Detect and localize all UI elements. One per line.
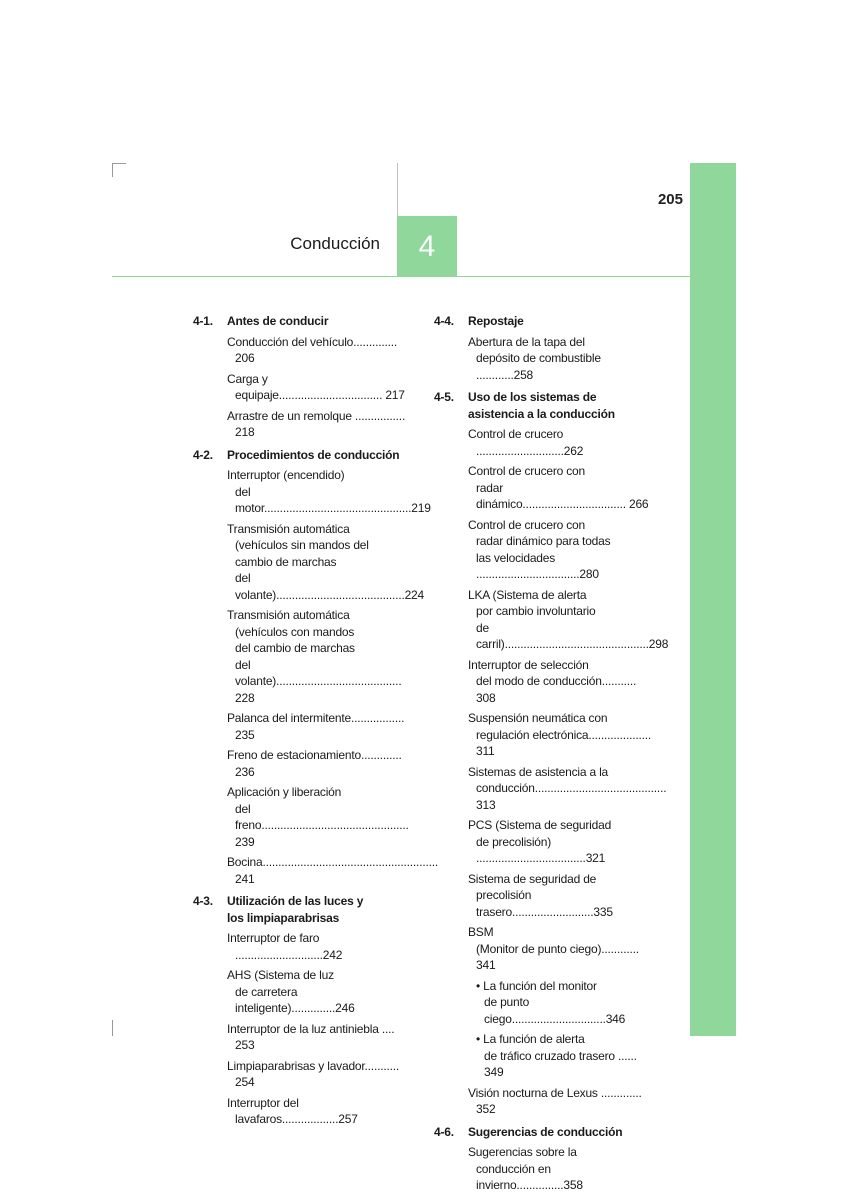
- section-number: 4-2.: [193, 447, 213, 462]
- section-number: 4-6.: [434, 1124, 454, 1139]
- toc-entry[interactable]: • La función de alerta de tráfico cruzado trasero ...... 349: [476, 1032, 637, 1079]
- chapter-number: 4: [418, 229, 436, 263]
- toc-entry[interactable]: BSM (Monitor de punto ciego)............ 341: [468, 925, 639, 972]
- toc-entry[interactable]: Visión nocturna de Lexus ............. 352: [468, 1085, 642, 1116]
- toc-entry[interactable]: Aplicación y liberación del freno............................................... 239: [227, 785, 409, 849]
- toc-section: [193, 447, 438, 888]
- toc-entry[interactable]: Conducción del vehículo.............. 206: [227, 334, 398, 365]
- toc-entry[interactable]: Transmisión automática (vehículos con mandos del cambio de marchas del volante)........................................ 228: [227, 608, 402, 705]
- section-title: Sugerencias de conducción: [468, 1124, 623, 1139]
- section-number: 4-5.: [434, 390, 454, 404]
- section-number: 4-4.: [434, 314, 454, 328]
- toc-section: [193, 893, 413, 1128]
- toc-entry[interactable]: Interruptor de selección del modo de conducción........... 308: [468, 657, 637, 705]
- toc-entry[interactable]: Limpiaparabrisas y lavador........... 254: [227, 1058, 400, 1089]
- toc-column-right: [434, 313, 669, 1200]
- crop-mark-top-h: [112, 163, 126, 164]
- chapter-side-tab: [690, 163, 736, 1036]
- toc-entry[interactable]: Palanca del intermitente................. 235: [227, 711, 405, 742]
- crop-mark-top-v: [112, 163, 113, 177]
- toc-entry[interactable]: Abertura de la tapa del depósito de combustible ............258: [468, 334, 601, 382]
- section-title: Repostaje: [468, 314, 524, 328]
- toc-entry[interactable]: Sistemas de asistencia a la conducción.......................................... 313: [468, 764, 667, 812]
- section-title: Antes de conducir: [227, 314, 329, 328]
- toc-column-left: [193, 313, 438, 1134]
- toc-entry[interactable]: Sistema de seguridad de precolisión trasero..........................335: [468, 871, 613, 919]
- toc-section: [434, 1124, 654, 1194]
- header-rule: [112, 276, 690, 277]
- toc-entry[interactable]: Transmisión automática (vehículos sin mandos del cambio de marchas del volante).........................................224: [227, 521, 425, 602]
- crop-mark-bottom-v: [112, 1020, 113, 1036]
- toc-entry[interactable]: Control de crucero con radar dinámico para todas las velocidades .................................280: [468, 517, 611, 581]
- section-number: 4-1.: [193, 314, 213, 328]
- section-number: 4-3.: [193, 894, 213, 908]
- toc-entry[interactable]: Bocina........................................................ 241: [227, 855, 438, 886]
- section-title: Procedimientos de conducción: [227, 447, 400, 462]
- header-divider: [397, 163, 398, 216]
- chapter-number-box: [397, 216, 457, 277]
- toc-entry[interactable]: Sugerencias sobre la conducción en invierno...............358: [468, 1145, 583, 1192]
- section-title: Utilización de las luces y los limpiaparabrisas: [227, 894, 364, 925]
- chapter-title: Conducción: [290, 234, 380, 253]
- toc-section: [193, 313, 413, 441]
- toc-entry[interactable]: Interruptor de faro ............................242: [227, 931, 343, 962]
- section-title: Uso de los sistemas de asistencia a la conducción: [468, 390, 615, 421]
- toc-entry[interactable]: • La función del monitor de punto ciego..............................346: [476, 978, 626, 1026]
- toc-entry[interactable]: Arrastre de un remolque ................ 218: [227, 408, 406, 439]
- toc-entry[interactable]: Interruptor (encendido) del motor...............................................219: [227, 468, 431, 515]
- toc-entry[interactable]: Suspensión neumática con regulación electrónica.................... 311: [468, 711, 652, 758]
- toc-entry[interactable]: Carga y equipaje................................. 217: [227, 371, 405, 402]
- toc-entry[interactable]: Control de crucero ............................262: [468, 427, 584, 458]
- toc-section: [434, 313, 654, 383]
- toc-section: [434, 389, 669, 1118]
- toc-entry[interactable]: PCS (Sistema de seguridad de precolisión) ...................................321: [468, 818, 612, 865]
- toc-entry[interactable]: LKA (Sistema de alerta por cambio involuntario de carril)..............................................298: [468, 587, 669, 651]
- toc-entry[interactable]: AHS (Sistema de luz de carretera inteligente)..............246: [227, 968, 355, 1015]
- toc-entry[interactable]: Control de crucero con radar dinámico................................. 266: [468, 464, 649, 511]
- toc-entry[interactable]: Interruptor de la luz antiniebla .... 253: [227, 1021, 395, 1052]
- toc-entry[interactable]: Interruptor del lavafaros..................257: [227, 1095, 358, 1126]
- page-number: 205: [657, 191, 683, 208]
- toc-entry[interactable]: Freno de estacionamiento............. 236: [227, 748, 402, 779]
